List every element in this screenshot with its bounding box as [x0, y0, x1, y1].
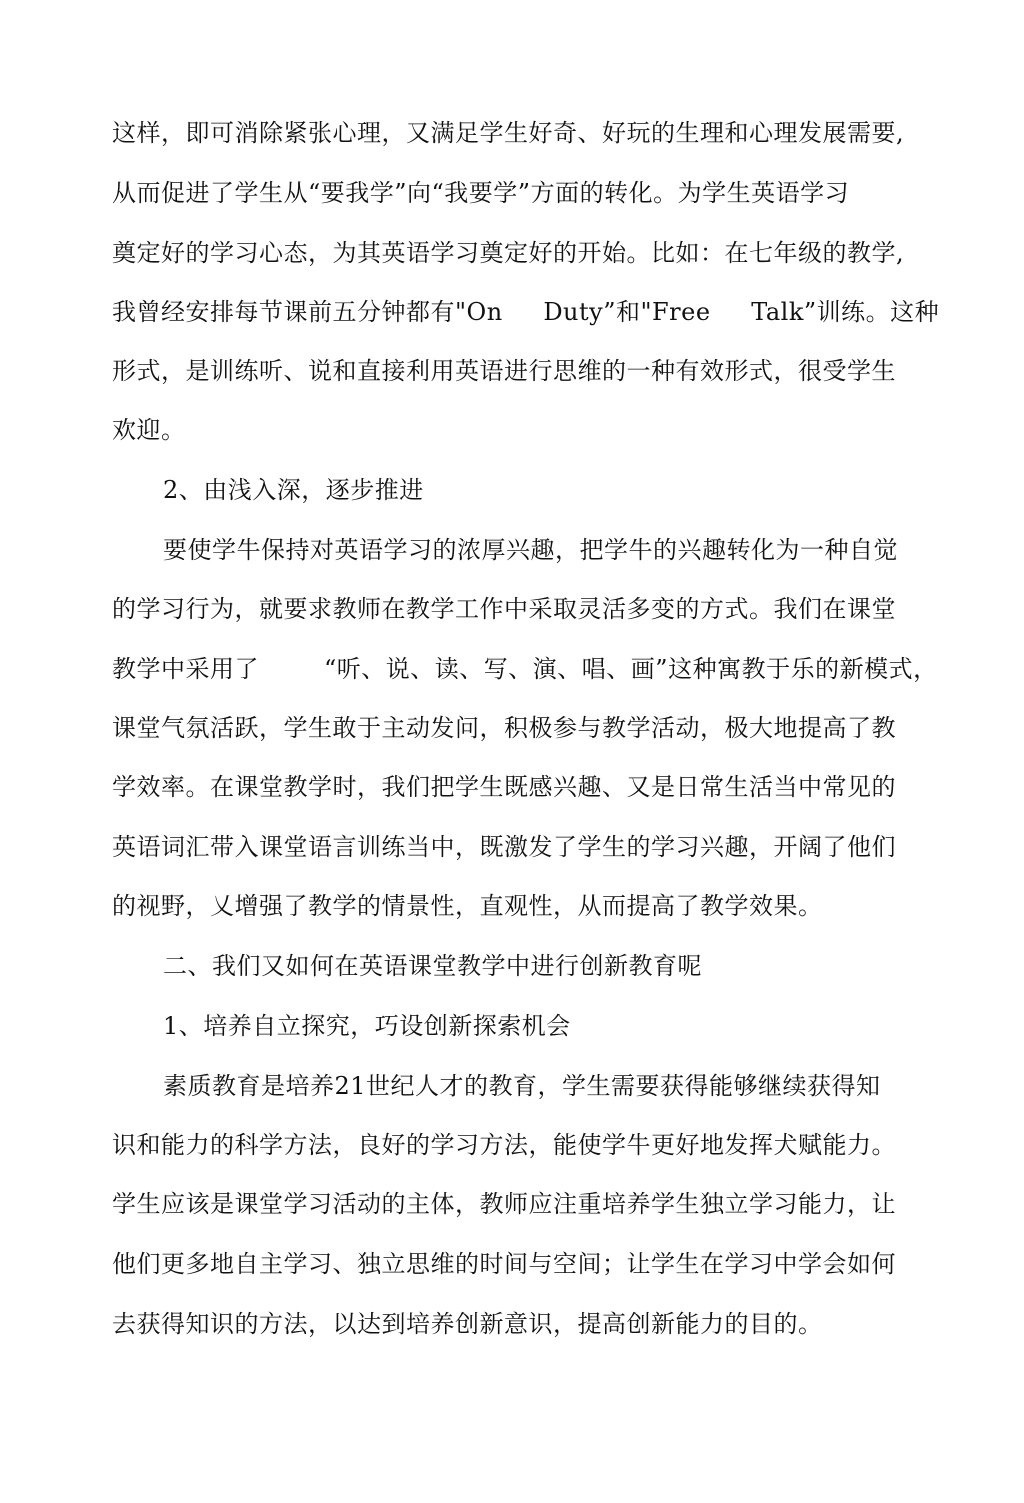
paragraph-line: 学生应该是课堂学习活动的主体，教师应注重培养学生独立学习能力，让: [112, 1190, 896, 1218]
paragraph-line: 我曾经安排每节课前五分钟都有"On Duty”和"Free Talk”训练。这种: [112, 298, 940, 326]
paragraph-line: 的学习行为，就要求教师在教学工作中采取灵活多变的方式。我们在课堂: [112, 595, 896, 623]
paragraph-line: 形式，是训练听、说和直接利用英语进行思维的一种有效形式，很受学生: [112, 357, 896, 385]
paragraph-line: 识和能力的科学方法，良好的学习方法，能使学牛更好地发挥犬赋能力。: [112, 1131, 896, 1159]
paragraph-line: 素质教育是培养21世纪人才的教育，学生需要获得能够继续获得知: [163, 1072, 881, 1100]
paragraph-line: 英语词汇带入课堂语言训练当中，既激发了学生的学习兴趣，开阔了他们: [112, 833, 896, 861]
paragraph-line: 教学中采用了 “听、说、读、写、演、唱、画”这种寓教于乐的新模式，: [112, 655, 938, 683]
paragraph-line: 欢迎。: [112, 416, 186, 444]
paragraph-line: 去获得知识的方法，以达到培养创新意识，提高创新能力的目的。: [112, 1310, 823, 1338]
paragraph-line: 他们更多地自主学习、独立思维的时间与空间；让学生在学习中学会如何: [112, 1250, 896, 1278]
paragraph-line: 的视野，乂增强了教学的情景性，直观性，从而提高了教学效果。: [112, 892, 823, 920]
paragraph-line: 从而促进了学生从“要我学”向“我要学”方面的转化。为学生英语学习: [112, 179, 850, 207]
paragraph-line: 学效率。在课堂教学时，我们把学生既感兴趣、又是日常生活当中常见的: [112, 773, 896, 801]
section-heading: 1、培养自立探究，巧设创新探索机会: [163, 1012, 571, 1040]
section-heading: 二、我们又如何在英语课堂教学中进行创新教育呢: [163, 952, 702, 980]
section-heading: 2、由浅入深，逐步推进: [163, 476, 424, 504]
paragraph-line: 这样，即可消除紧张心理，又满足学生好奇、好玩的生理和心理发展需要,: [112, 119, 905, 147]
paragraph-line: 奠定好的学习心态，为其英语学习奠定好的开始。比如：在七年级的教学,: [112, 239, 905, 267]
paragraph-line: 要使学牛保持对英语学习的浓厚兴趣，把学牛的兴趣转化为一种自觉: [163, 536, 898, 564]
paragraph-line: 课堂气氛活跃，学生敢于主动发问，积极参与教学活动，极大地提高了教: [112, 714, 896, 742]
